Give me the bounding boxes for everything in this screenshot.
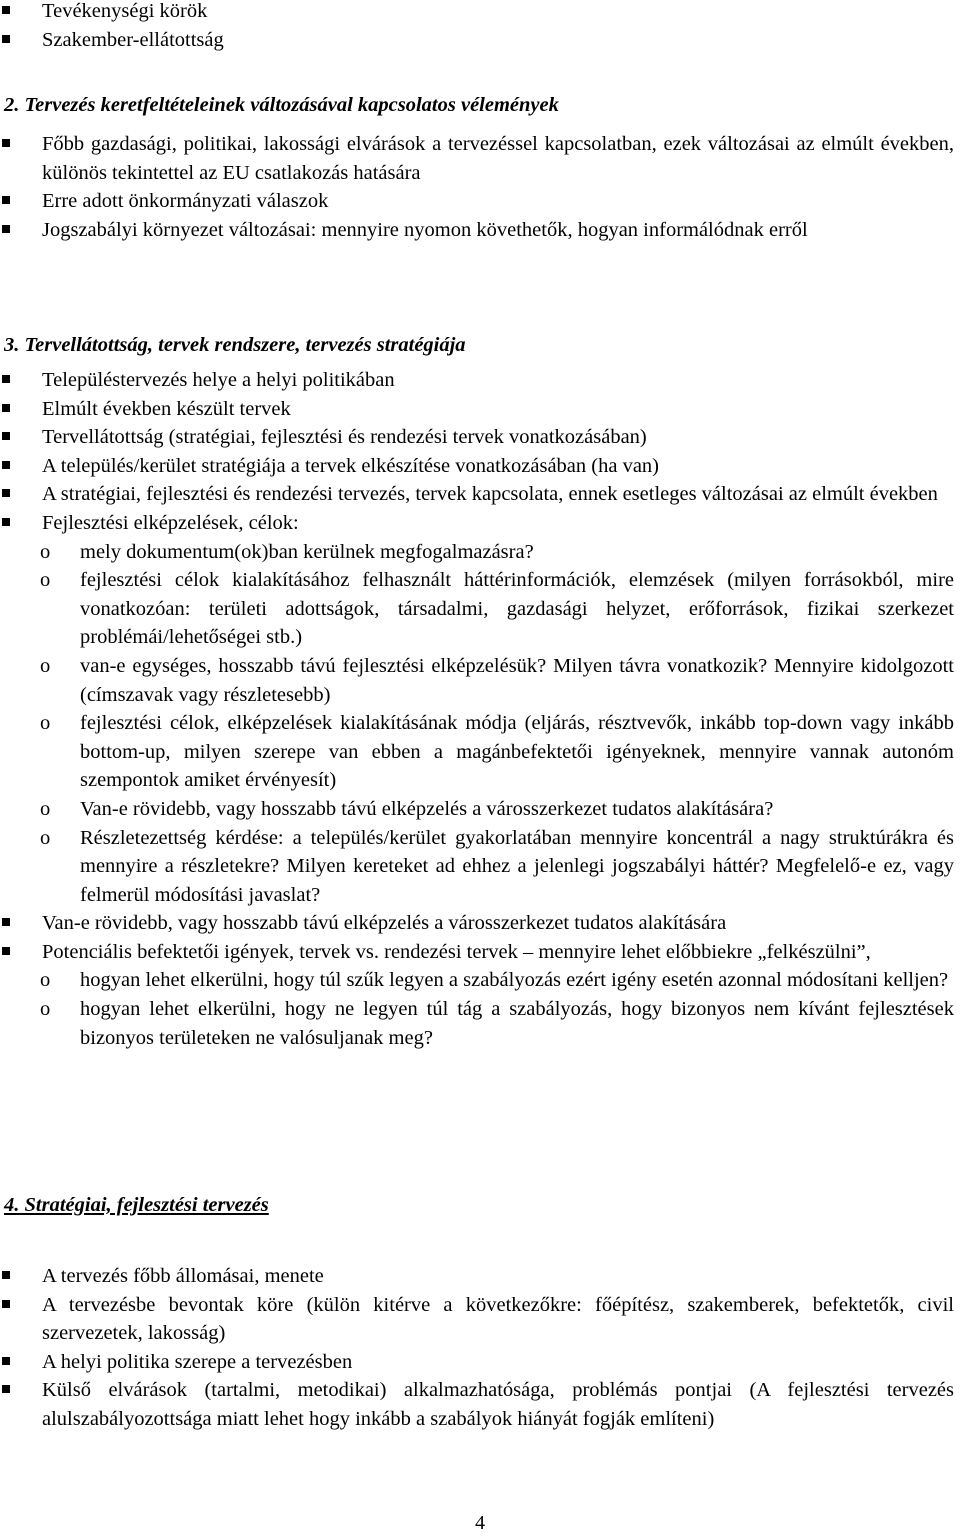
list-item: Jogszabályi környezet változásai: mennyire nyomon követhetők, hogyan informálódnak erről: [0, 216, 960, 245]
sub-list-item: [0, 709, 960, 795]
sub-item-text: Van-e rövidebb, vagy hosszabb távú elképzelés a városszerkezet tudatos alakítására?: [80, 797, 774, 820]
list-item: Főbb gazdasági, politikai, lakossági elvárások a tervezéssel kapcsolatban, ezek változásai az elmúlt években, különös tekintettel az EU csatlakozás hatására: [0, 130, 960, 187]
list-item: A tervezésbe bevontak köre (külön kitérve a következőkre: főépítész, szakemberek, befektetők, civil szervezetek, lakosság): [0, 1291, 960, 1348]
sub-bullet-marker: o: [40, 712, 51, 735]
list-item: Van-e rövidebb, vagy hosszabb távú elképzelés a városszerkezet tudatos alakítására: [0, 909, 960, 938]
list-item: Tervellátottság (stratégiai, fejlesztési és rendezési tervek vonatkozásában): [0, 423, 960, 452]
sub-bullet-marker: o: [40, 654, 51, 677]
list-item: Erre adott önkormányzati válaszok: [0, 187, 960, 216]
section-2-list: [0, 130, 960, 244]
sub-item-text: fejlesztési célok, elképzelések kialakításának módja (eljárás, résztvevők, inkább top-down vagy inkább bottom-up, milyen szerepe van ebben a magánbefektetői igényeknek, mennyire vannak autonóm szempontok amiket érvényesít): [80, 712, 954, 792]
sub-list-item: [0, 795, 960, 824]
list-item: Külső elvárások (tartalmi, metodikai) alkalmazhatósága, problémás pontjai (A fejlesztési tervezés alulszabályozottsága miatt lehet hogy inkább a szabályok hiányát fogják említeni): [0, 1376, 960, 1433]
sub-list-item: [0, 566, 960, 652]
sub-item-text: mely dokumentum(ok)ban kerülnek megfogalmazásra?: [80, 540, 534, 563]
sub-list-item: [0, 652, 960, 709]
top-list: [0, 0, 960, 54]
sub-bullet-marker: o: [40, 797, 51, 820]
sub-bullet-marker: o: [40, 969, 51, 992]
list-item: Szakember-ellátottság: [0, 26, 960, 55]
sub-bullet-marker: o: [40, 569, 51, 592]
list-item: Fejlesztési elképzelések, célok:: [0, 509, 960, 538]
sub-item-text: Részletezettség kérdése: a település/kerület gyakorlatában mennyire koncentrál a nagy struktúrákra és mennyire a részletekre? Milyen kereteket ad ehhez a jelenlegi jogszabályi háttér? Megfelelő-e ez, vagy felmerül módosítási javaslat?: [80, 826, 954, 906]
section-4-heading: 4. Stratégiai, fejlesztési tervezés: [4, 1194, 269, 1216]
sub-item-text: van-e egységes, hosszabb távú fejlesztési elképzelésük? Milyen távra vonatkozik? Mennyire kidolgozott (címszavak vagy részletesebb): [80, 654, 954, 706]
list-item: Településtervezés helye a helyi politikában: [0, 366, 960, 395]
section-3-list: [0, 366, 960, 1052]
sub-item-text: fejlesztési célok kialakításához felhasznált háttérinformációk, elemzések (milyen forrásokból, mire vonatkozóan: területi adottságok, társadalmi, gazdasági helyzet, erőforrások, fizikai szerkezet problémái/lehetőségei stb.): [80, 569, 954, 649]
sub-bullet-marker: o: [40, 826, 51, 849]
sub-item-text: hogyan lehet elkerülni, hogy ne legyen túl tág a szabályozás, hogy bizonyos nem kívánt fejlesztések bizonyos területeken ne valósuljanak meg?: [80, 998, 954, 1049]
section-4-list: [0, 1262, 960, 1434]
list-item: A tervezés főbb állomásai, menete: [0, 1262, 960, 1291]
sub-bullet-marker: o: [40, 540, 51, 563]
sub-item-text: hogyan lehet elkerülni, hogy túl szűk legyen a szabályozás ezért igény esetén azonnal módosítani kelljen?: [80, 969, 949, 992]
list-item: A település/kerület stratégiája a tervek elkészítése vonatkozásában (ha van): [0, 452, 960, 481]
sub-list-item: [0, 966, 960, 995]
section-2-heading: 2. Tervezés keretfeltételeinek változásával kapcsolatos vélemények: [4, 94, 559, 116]
list-item: Tevékenységi körök: [0, 0, 960, 26]
sub-list-item: [0, 538, 960, 567]
list-item: A stratégiai, fejlesztési és rendezési tervezés, tervek kapcsolata, ennek esetleges változásai az elmúlt években: [0, 480, 960, 509]
list-item: Potenciális befektetői igények, tervek vs. rendezési tervek – mennyire lehet előbbiekre „felkészülni”,: [0, 938, 960, 967]
sub-list-item: [0, 824, 960, 910]
list-item: Elmúlt években készült tervek: [0, 395, 960, 424]
sub-bullet-marker: o: [40, 998, 51, 1021]
section-3-heading: 3. Tervellátottság, tervek rendszere, tervezés stratégiája: [4, 334, 466, 356]
sub-list-item: [0, 995, 960, 1052]
page-number: 4: [475, 1512, 485, 1534]
list-item: A helyi politika szerepe a tervezésben: [0, 1348, 960, 1377]
